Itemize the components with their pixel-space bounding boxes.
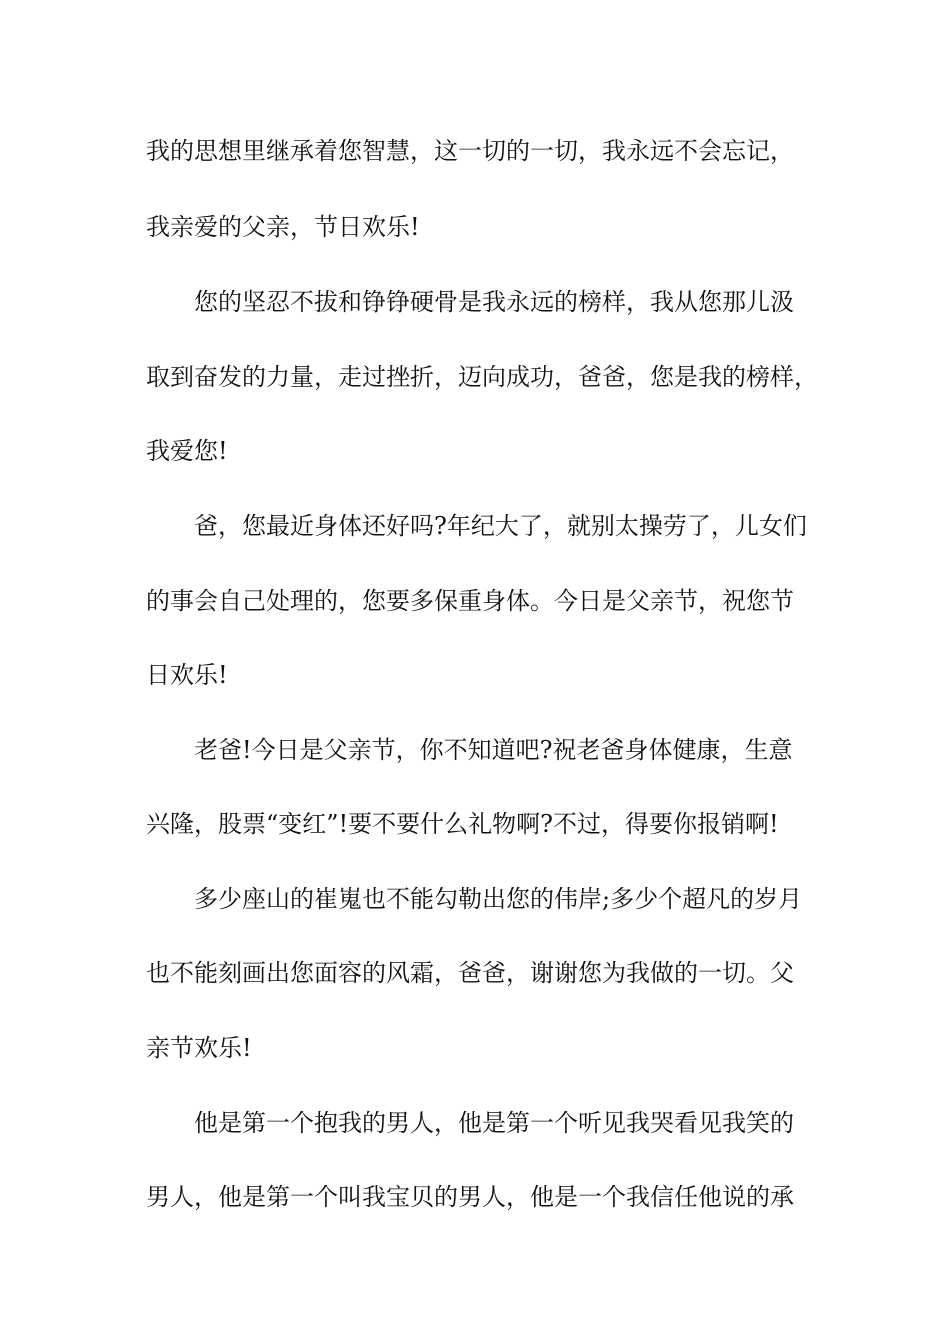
text-line: 日欢乐! [146, 661, 228, 689]
paragraph-first-line: 老爸!今日是父亲节，你不知道吧?祝老爸身体健康，生意 [194, 736, 793, 764]
text-line: 兴隆，股票“变红”!要不要什么礼物啊?不过，得要你报销啊! [146, 810, 779, 838]
text-line: 取到奋发的力量，走过挫折，迈向成功，爸爸，您是我的榜样， [146, 363, 818, 391]
text-line: 也不能刻画出您面容的风霜，爸爸，谢谢您为我做的一切。父 [146, 959, 794, 987]
paragraph-first-line: 他是第一个抱我的男人，他是第一个听见我哭看见我笑的 [194, 1109, 794, 1137]
text-line: 我爱您! [146, 437, 228, 465]
text-line: 亲节欢乐! [146, 1034, 252, 1062]
paragraph-first-line: 您的坚忍不拔和铮铮硬骨是我永远的榜样，我从您那儿汲 [194, 288, 794, 316]
text-line: 我亲爱的父亲，节日欢乐! [146, 213, 420, 241]
text-line: 的事会自己处理的，您要多保重身体。今日是父亲节，祝您节 [146, 587, 794, 615]
paragraph-first-line: 多少座山的崔嵬也不能勾勒出您的伟岸;多少个超凡的岁月 [194, 885, 803, 913]
text-line: 我的思想里继承着您智慧，这一切的一切，我永远不会忘记， [146, 137, 794, 165]
paragraph-first-line: 爸，您最近身体还好吗?年纪大了，就别太操劳了，儿女们 [194, 512, 807, 540]
text-line: 男人，他是第一个叫我宝贝的男人，他是一个我信任他说的承 [146, 1183, 794, 1211]
